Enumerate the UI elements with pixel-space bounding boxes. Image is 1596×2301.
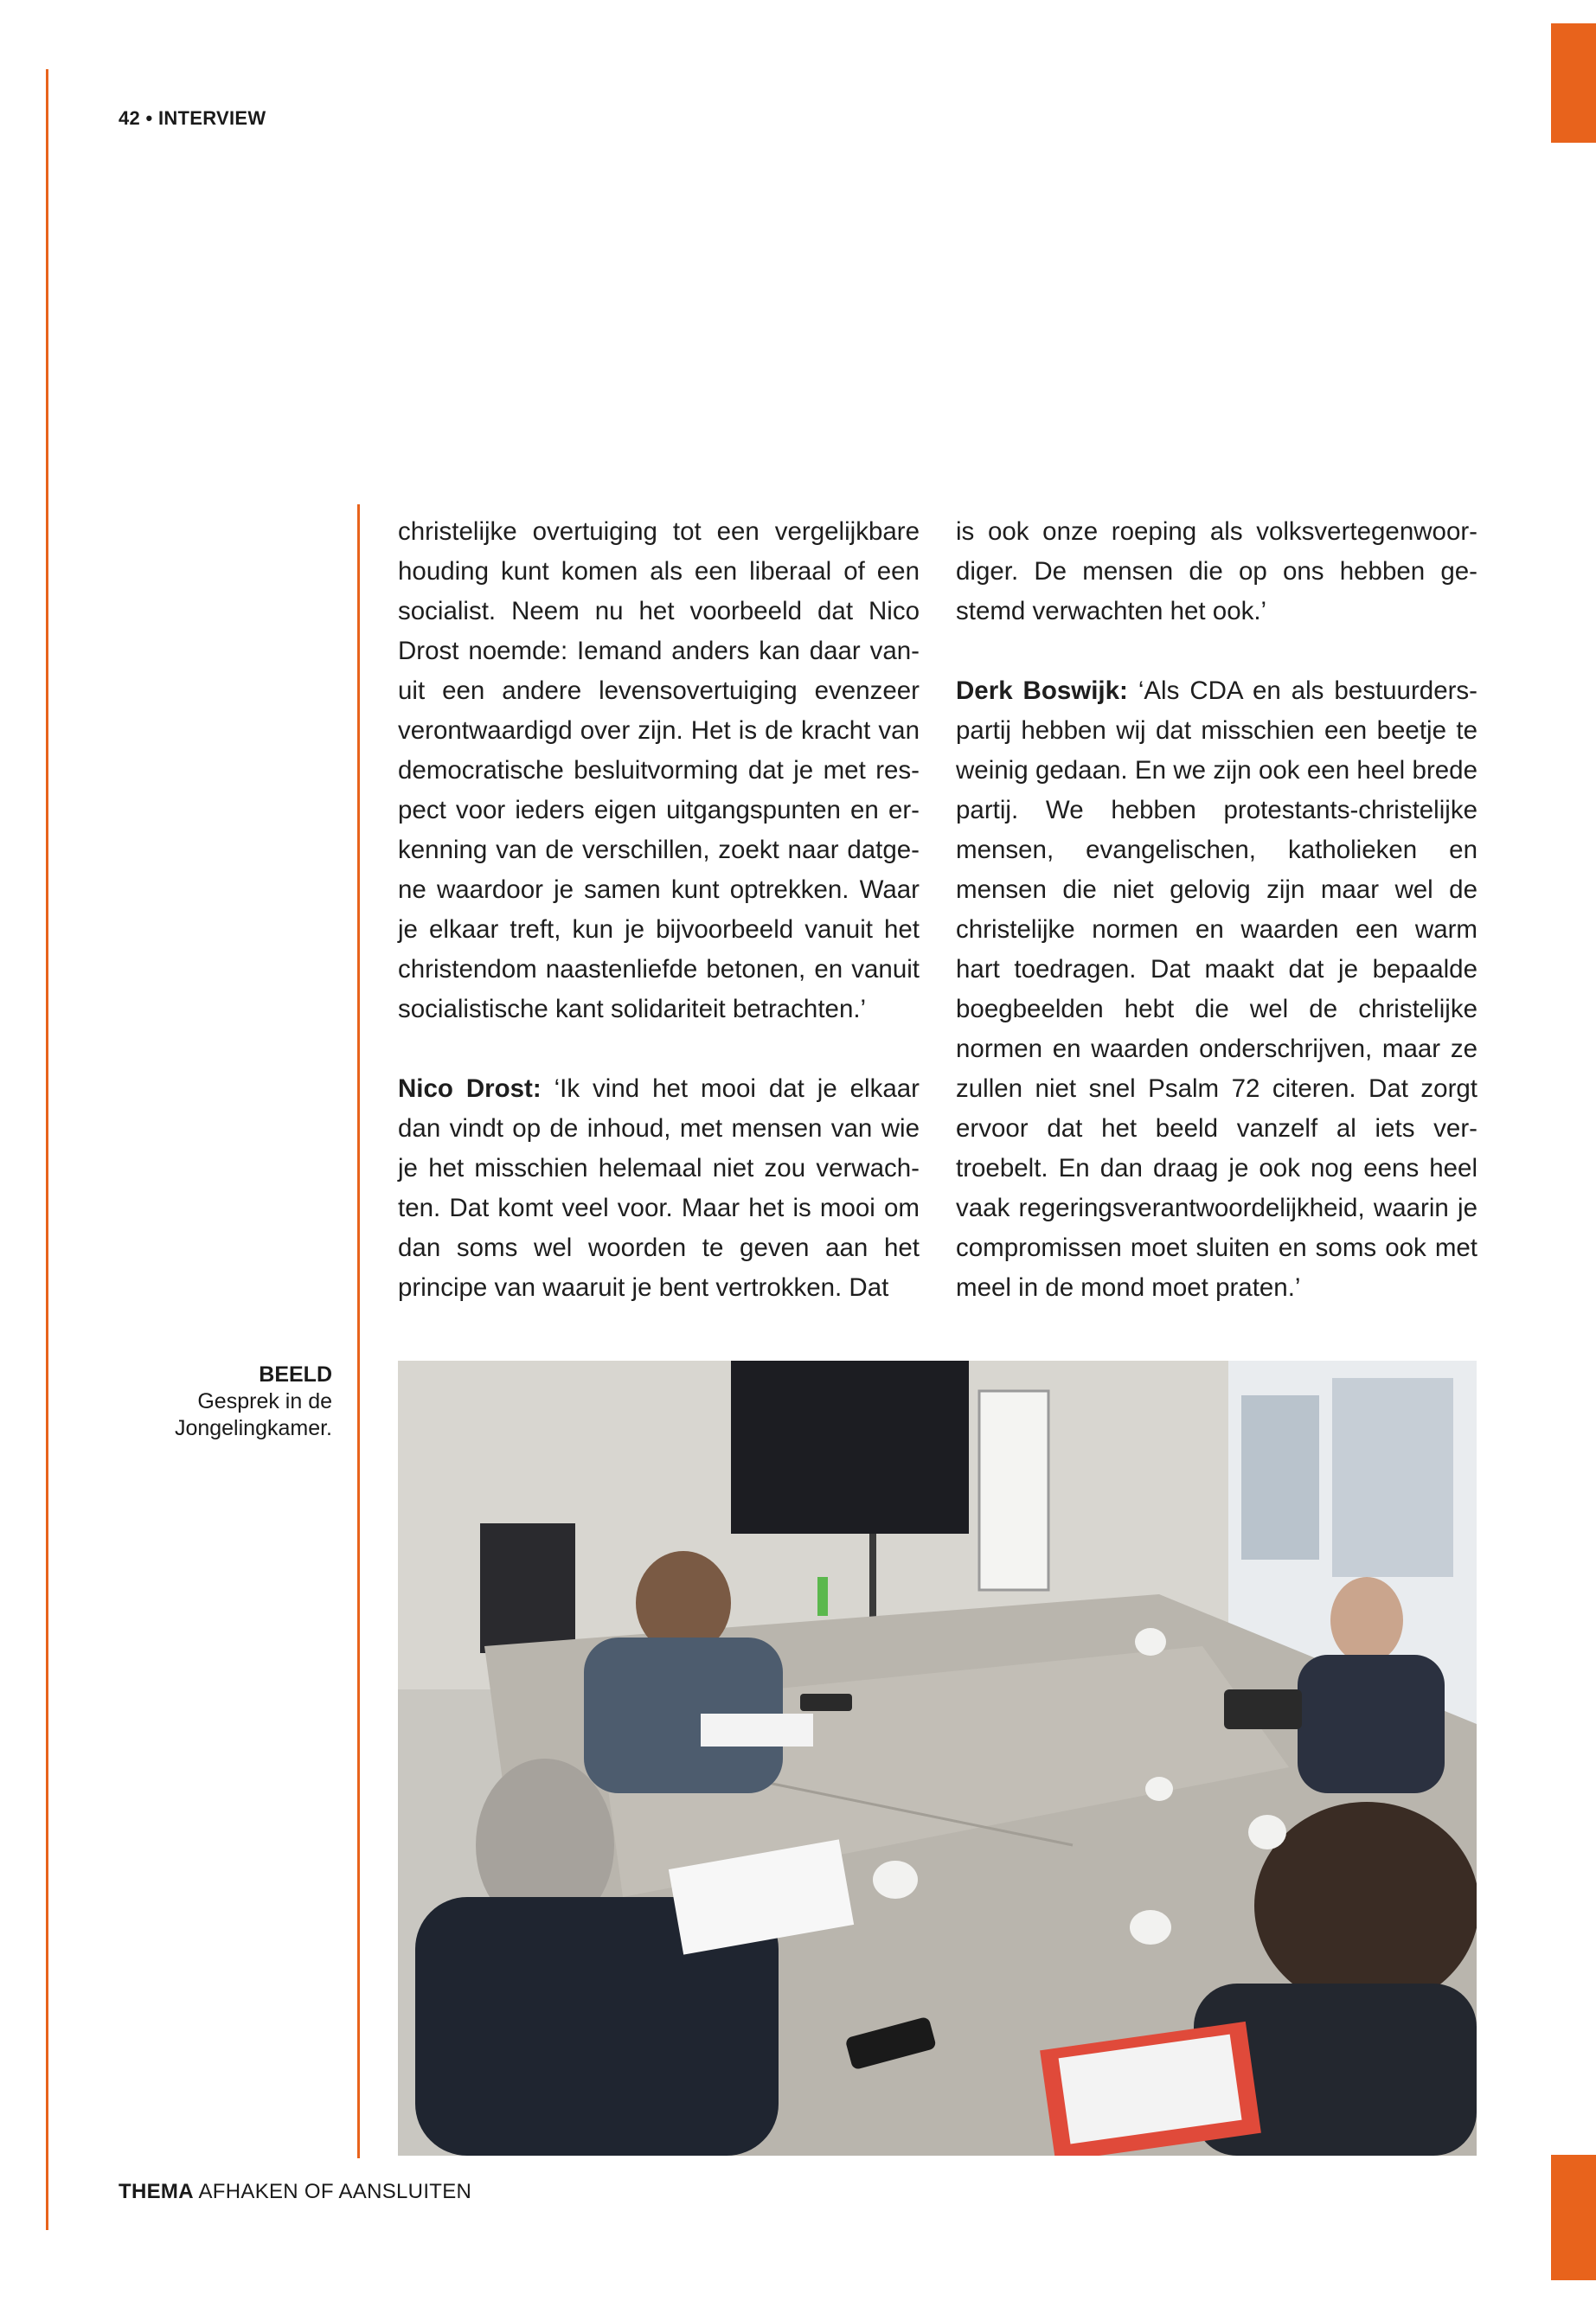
caption-line: Jongelingkamer. [174, 1416, 332, 1440]
orange-page-tab-top [1551, 23, 1596, 143]
column-rule [357, 504, 360, 2158]
meeting-room-illustration [398, 1361, 1477, 2156]
page-number: 42 [119, 107, 141, 129]
caption-line: Gesprek in de [197, 1389, 332, 1413]
page-footer [119, 2180, 471, 2204]
meeting-photo [398, 1361, 1477, 2156]
section-label: INTERVIEW [157, 107, 266, 129]
caption-label: BEELD [259, 1362, 332, 1387]
photo-caption [138, 1362, 332, 1442]
theme-label: THEMA [119, 2180, 194, 2203]
paragraph [956, 671, 1477, 1308]
separator-dot: • [145, 107, 153, 129]
paragraph-text: christelijke overtuiging tot een vergelijkbare houding kunt komen als een liberaal of een socialist. Neem nu het voorbeeld dat Nico Drost noemde: Iemand anders kan daar vanuit een andere levensovertuiging evenzeer verontwaardigd over zijn. Het is de kracht van democratische besluitvorming dat je met respect voor ieders eigen uitgangspunten en erkenning van de verschillen, zoekt naar datgene waardoor je samen kunt optrekken. Waar je elkaar treft, kun je bijvoorbeeld vanuit het christendom naastenliefde betonen, en vanuit socialistische kant solidariteit betrachten.’ [398, 517, 920, 1023]
paragraph-text: ‘Ik vind het mooi dat je elkaar dan vindt op de inhoud, met mensen van wie je het misschien helemaal niet zou verwachten. Dat komt veel voor. Maar het is mooi om dan soms wel woorden te geven aan het principe van waaruit je bent vertrokken. Dat [398, 1074, 920, 1302]
theme-title: AFHAKEN OF AANSLUITEN [198, 2180, 472, 2203]
article-column-left [398, 512, 920, 1308]
running-head [119, 107, 266, 130]
speaker-name: Derk Boswijk: [956, 676, 1128, 705]
paragraph [398, 512, 920, 1029]
paragraph [956, 512, 1477, 631]
margin-rule [46, 69, 48, 2230]
speaker-name: Nico Drost: [398, 1074, 542, 1103]
article-column-right [956, 512, 1477, 1308]
paragraph-text: ‘Als CDA en als bestuurderspartij hebben wij dat misschien een beetje te weinig gedaan. En we zijn ook een heel brede partij. We hebben protestants-christelijke mensen, evangelischen, katholieken en mensen die niet gelovig zijn maar wel de christelijke normen en waarden een warm hart toedragen. Dat maakt dat je bepaalde boegbeelden hebt die wel de christelijke normen en waarden onderschrijven, maar ze zullen niet snel Psalm 72 citeren. Dat zorgt ervoor dat het beeld vanzelf al iets vertroebelt. En dan draag je ook nog eens heel vaak regeringsverantwoordelijkheid, waarin je compromissen moet sluiten en soms ook met meel in de mond moet praten.’ [956, 676, 1477, 1302]
paragraph [398, 1069, 920, 1308]
paragraph-text: is ook onze roeping als volksvertegenwoordiger. De mensen die op ons hebben gestemd verwachten het ook.’ [956, 517, 1477, 625]
orange-page-tab-bottom [1551, 2155, 1596, 2280]
